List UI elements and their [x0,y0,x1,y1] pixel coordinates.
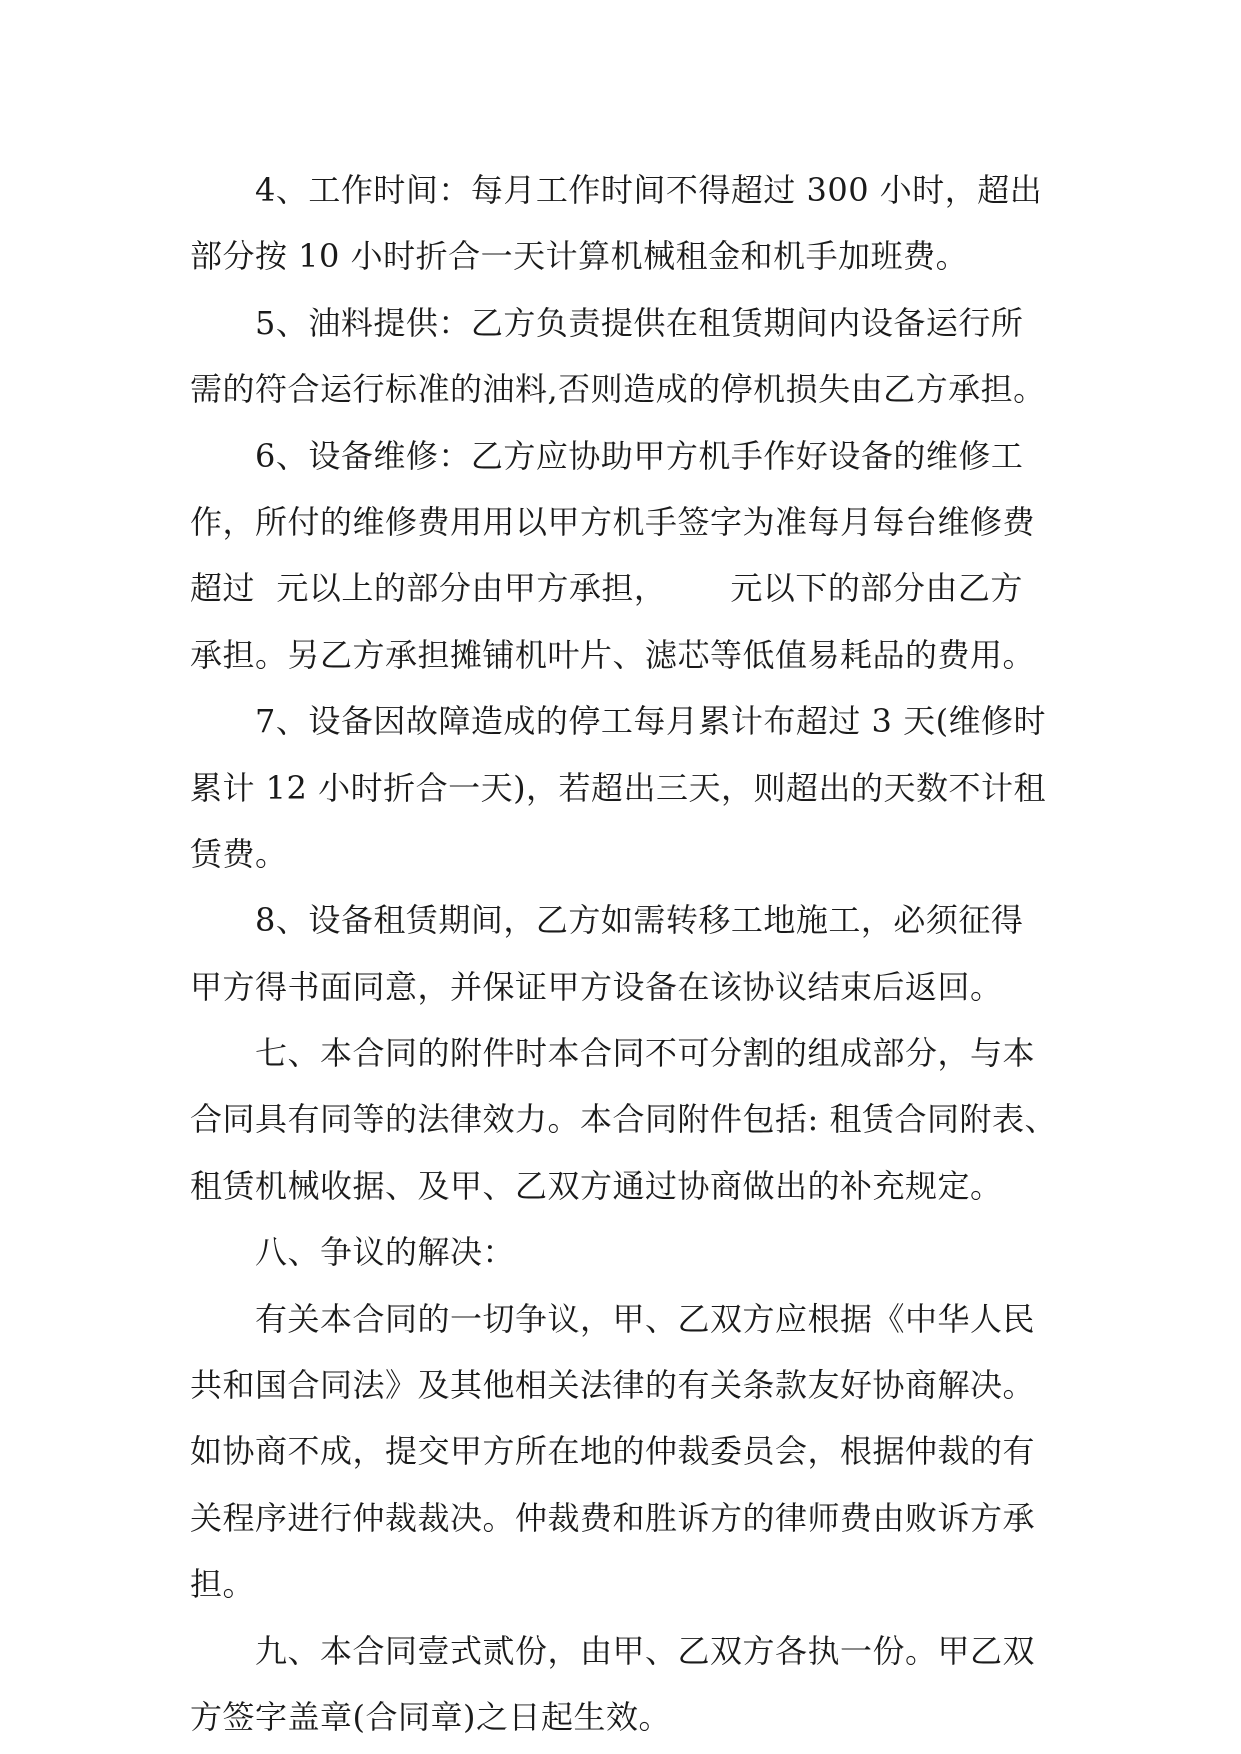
document-body [190,157,1070,1750]
text-line: 甲方得书面同意，并保证甲方设备在该协议结束后返回。 [190,967,1003,1006]
text-line: 八、争议的解决： [255,1233,516,1272]
text-line: 6、设备维修：乙方应协助甲方机手作好设备的维修工 [255,436,1024,475]
text-line: 合同具有同等的法律效力。本合同附件包括: 租赁合同附表、 [190,1100,1057,1139]
text-line: 方签字盖章(合同章)之日起生效。 [190,1697,671,1736]
text-line: 关程序进行仲裁裁决。仲裁费和胜诉方的律师费由败诉方承 [190,1498,1036,1537]
text-line: 作，所付的维修费用用以甲方机手签字为准每月每台维修费 [190,502,1036,541]
text-line: 有关本合同的一切争议，甲、乙双方应根据《中华人民 [255,1299,1036,1338]
text-line: 8、设备租赁期间，乙方如需转移工地施工，必须征得 [255,901,1024,940]
text-line: 7、设备因故障造成的停工每月累计布超过 3 天(维修时 [255,702,1047,741]
text-line: 共和国合同法》及其他相关法律的有关条款友好协商解决。 [190,1366,1036,1405]
text-line: 4、工作时间：每月工作时间不得超过 300 小时，超出 [255,171,1043,209]
text-line: 超过 元以上的部分由甲方承担， 元以下的部分由乙方 [190,569,1023,608]
text-line: 七、本合同的附件时本合同不可分割的组成部分，与本 [255,1034,1036,1073]
text-line: 5、油料提供：乙方负责提供在租赁期间内设备运行所 [255,303,1024,342]
text-line: 如协商不成，提交甲方所在地的仲裁委员会，根据仲裁的有 [190,1432,1036,1471]
text-line: 赁费。 [190,834,288,873]
text-line: 租赁机械收据、及甲、乙双方通过协商做出的补充规定。 [190,1166,1003,1205]
text-line: 担。 [190,1565,256,1604]
text-line: 需的符合运行标准的油料,否则造成的停机损失由乙方承担。 [190,370,1046,409]
text-line: 部分按 10 小时折合一天计算机械租金和机手加班费。 [190,237,969,276]
text-line: 九、本合同壹式贰份，由甲、乙双方各执一份。甲乙双 [255,1631,1036,1670]
text-line: 承担。另乙方承担摊铺机叶片、滤芯等低值易耗品的费用。 [190,635,1036,674]
text-line: 累计 12 小时折合一天)，若超出三天，则超出的天数不计租 [190,768,1047,807]
